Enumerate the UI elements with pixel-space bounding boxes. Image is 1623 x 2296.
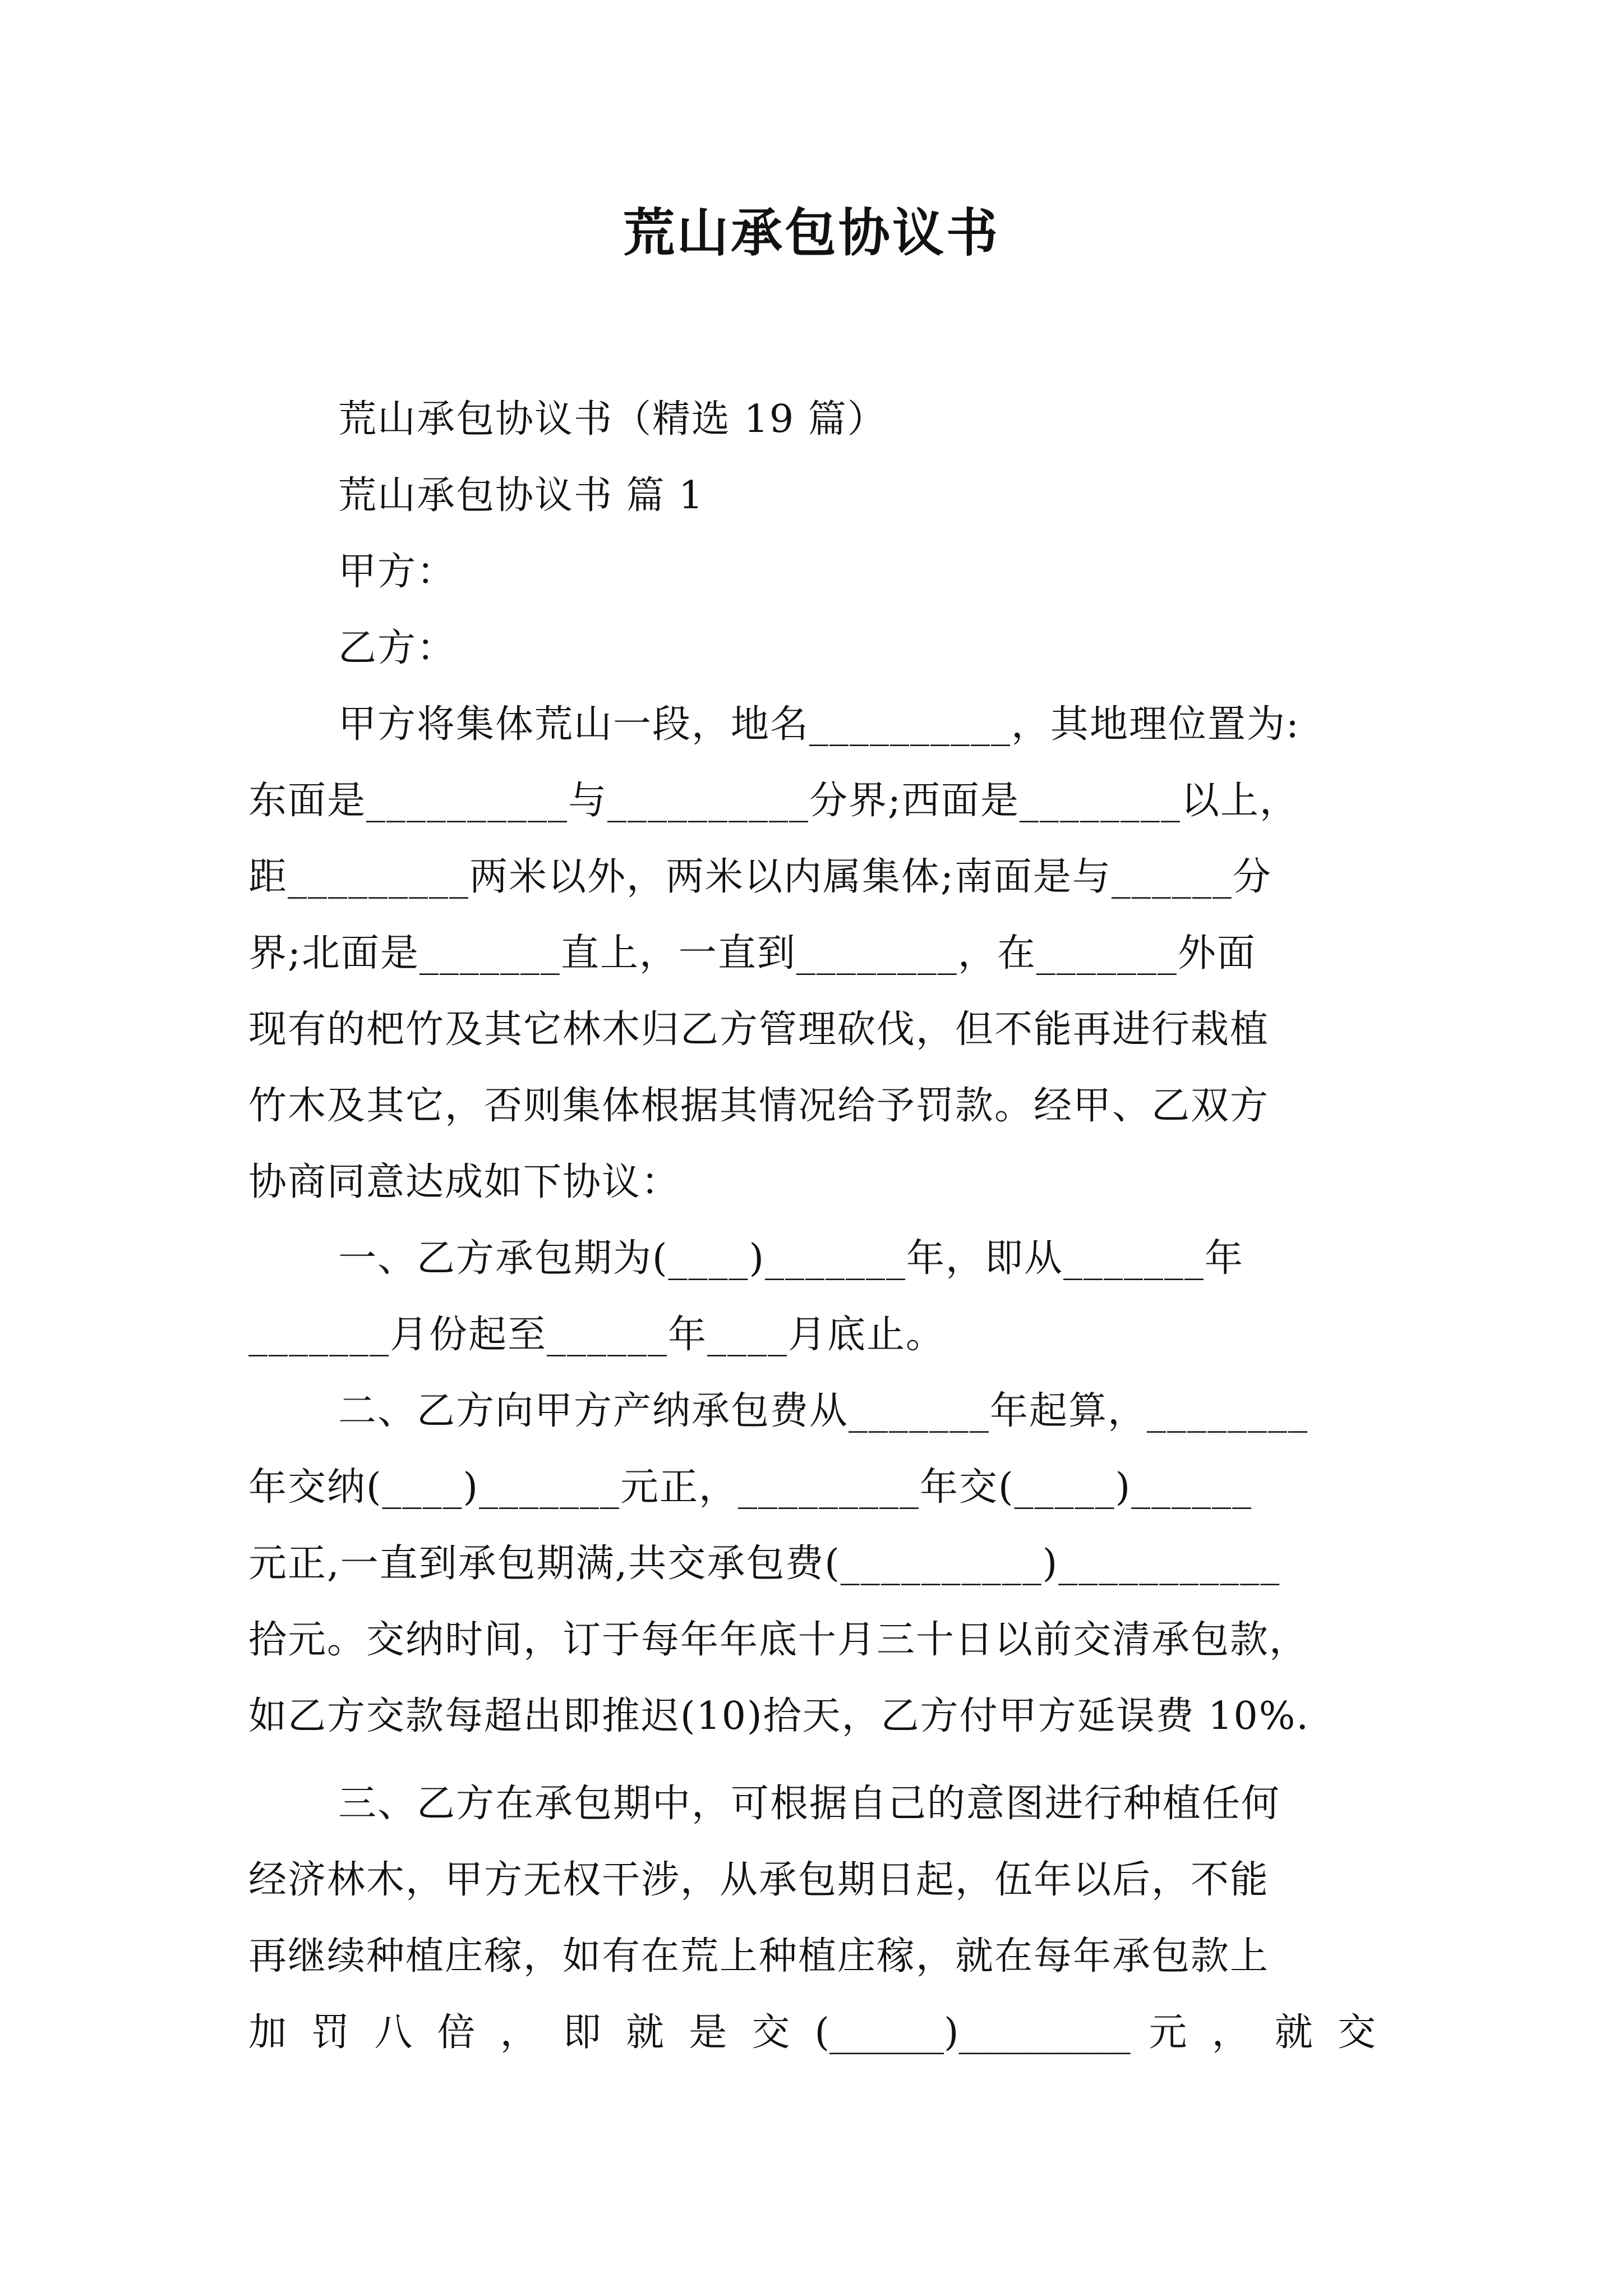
paragraph-line: 东面是__________与__________分界;西面是________以上，	[248, 779, 1299, 823]
clause-1-line: 一、乙方承包期为(____)_______年，即从_______年	[338, 1236, 1244, 1281]
clause-2-line: 拾元。交纳时间，订于每年年底十月三十日以前交清承包款，	[248, 1618, 1309, 1662]
clause-3-line: 经济林木，甲方无权干涉，从承包期日起，伍年以后，不能	[248, 1858, 1270, 1902]
paragraph-line: 竹木及其它，否则集体根据其情况给予罚款。经甲、乙双方	[248, 1084, 1270, 1128]
document-body	[248, 381, 1376, 2071]
section-heading: 荒山承包协议书 篇 1	[338, 473, 704, 518]
clause-2-line: 如乙方交款每超出即推迟(10)拾天，乙方付甲方延误费 10%.	[248, 1694, 1310, 1738]
clause-2-line: 年交纳(____)_______元正，_________年交(_____)______	[248, 1465, 1253, 1510]
party-a-line: 甲方：	[338, 550, 457, 594]
subtitle-line: 荒山承包协议书（精选 19 篇）	[338, 397, 887, 441]
clause-3-line: 加 罚 八 倍 ， 即 就 是 交 (______)_________ 元 ， 就 交	[248, 2010, 1376, 2055]
clause-3-line: 三、乙方在承包期中，可根据自己的意图进行种植任何	[338, 1782, 1281, 1826]
paragraph-line: 界;北面是_______直上，一直到________，在_______外面	[248, 931, 1256, 976]
paragraph-line: 甲方将集体荒山一段，地名__________，其地理位置为:	[338, 702, 1300, 747]
document-title: 荒山承包协议书	[623, 203, 1000, 263]
clause-2-line: 元正,一直到承包期满,共交承包费(__________)___________	[248, 1542, 1281, 1586]
paragraph-line: 现有的杷竹及其它林木归乙方管理砍伐，但不能再进行栽植	[248, 1007, 1270, 1052]
clause-2-line: 二、乙方向甲方产纳承包费从_______年起算，________	[338, 1389, 1309, 1433]
paragraph-line: 距_________两米以外，两米以内属集体;南面是与______分	[248, 855, 1272, 899]
paragraph-line: 协商同意达成如下协议：	[248, 1160, 681, 1204]
clause-1-line: _______月份起至______年____月底止。	[248, 1313, 946, 1357]
party-b-line: 乙方：	[338, 626, 457, 670]
clause-3-line: 再继续种植庄稼，如有在荒上种植庄稼，就在每年承包款上	[248, 1934, 1270, 1978]
